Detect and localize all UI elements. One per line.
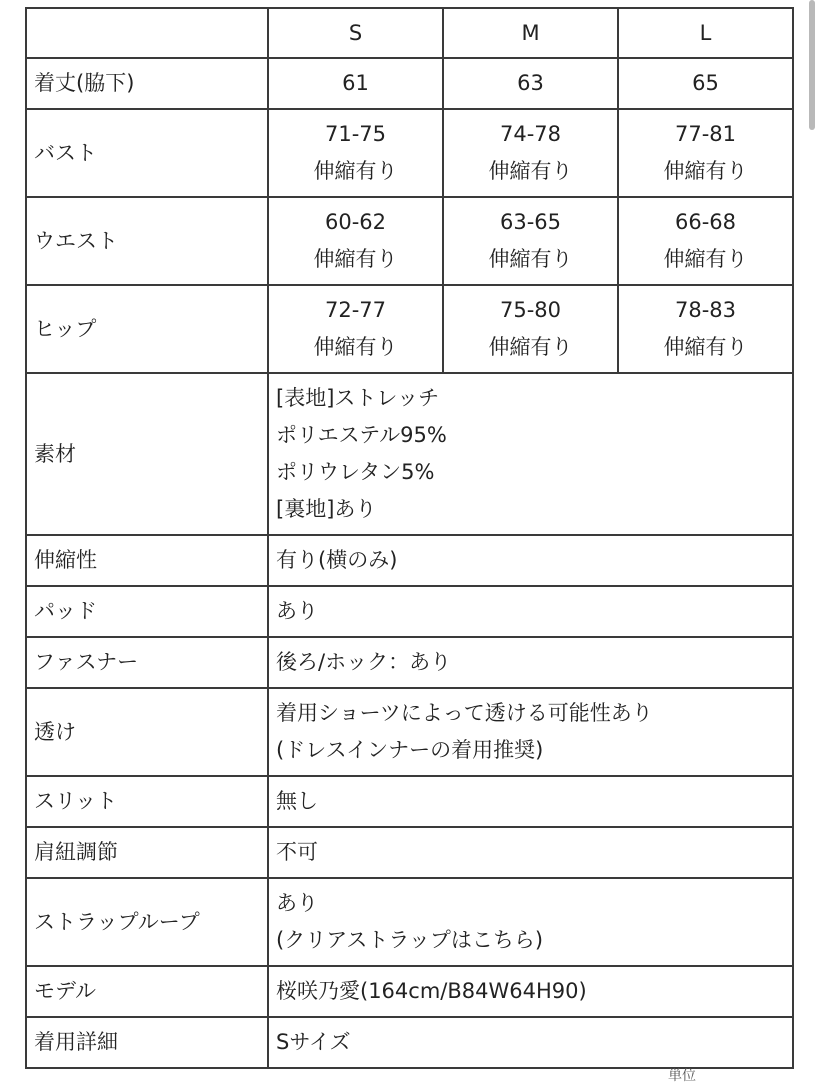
detail-row: [26, 535, 793, 586]
size-value-s: [268, 285, 443, 373]
cell-line: 63-65: [499, 210, 562, 234]
cell-line: [表地]ストレッチ: [276, 386, 440, 410]
size-value-m: [443, 285, 618, 373]
row-label: モデル: [26, 966, 268, 1017]
cell-line: 伸縮有り: [488, 335, 573, 359]
detail-row: [26, 688, 793, 776]
size-value-l: [618, 58, 793, 109]
detail-row: [26, 878, 793, 966]
size-value-m: [443, 58, 618, 109]
size-row: [26, 109, 793, 197]
cell-line: 65: [692, 71, 719, 95]
cell-line: 60-62: [324, 210, 387, 234]
size-value-s: [268, 109, 443, 197]
size-value-s: [268, 197, 443, 285]
size-value-m: [443, 109, 618, 197]
cell-line: あり: [276, 891, 318, 915]
size-value-s: [268, 58, 443, 109]
size-value-l: [618, 109, 793, 197]
cell-line: 有り(横のみ): [276, 548, 398, 572]
detail-row: [26, 776, 793, 827]
cell-line: 伸縮有り: [313, 335, 398, 359]
cell-line: 伸縮有り: [663, 335, 748, 359]
size-header-m: M: [443, 8, 618, 58]
cell-line: ポリエステル95%: [276, 423, 447, 447]
detail-row: [26, 373, 793, 535]
cell-line: 66-68: [674, 210, 737, 234]
cell-line: 後ろ/ホック：あり: [276, 650, 452, 674]
detail-value: [268, 1017, 793, 1068]
cell-line: 桜咲乃愛(164cm/B84W64H90): [276, 979, 587, 1003]
cell-line: 不可: [276, 840, 318, 864]
detail-value: [268, 827, 793, 878]
cell-line: 77-81: [674, 122, 737, 146]
row-label: 着用詳細: [26, 1017, 268, 1068]
cell-line: ポリウレタン5%: [276, 460, 435, 484]
row-label: 素材: [26, 373, 268, 535]
detail-value: [268, 878, 793, 966]
cell-line: 伸縮有り: [488, 247, 573, 271]
cell-line: 伸縮有り: [663, 247, 748, 271]
cell-line: Sサイズ: [276, 1030, 351, 1054]
size-header-s: S: [268, 8, 443, 58]
row-label: 伸縮性: [26, 535, 268, 586]
cell-line: 75-80: [499, 298, 562, 322]
row-label: 肩紐調節: [26, 827, 268, 878]
cell-line: 無し: [276, 789, 318, 813]
cell-line: 74-78: [499, 122, 562, 146]
detail-value: [268, 637, 793, 688]
cell-line: [裏地]あり: [276, 497, 377, 521]
row-label: ウエスト: [26, 197, 268, 285]
unit-note: 単位: [668, 1068, 696, 1084]
cell-line: あり: [276, 599, 318, 623]
size-header-row: [26, 8, 793, 58]
detail-value: [268, 966, 793, 1017]
row-label: 透け: [26, 688, 268, 776]
scrollbar[interactable]: [809, 0, 815, 130]
row-label: ファスナー: [26, 637, 268, 688]
size-value-l: [618, 197, 793, 285]
size-row: [26, 197, 793, 285]
header-empty-cell: [26, 8, 268, 58]
detail-value: [268, 776, 793, 827]
row-label: 着丈(脇下): [26, 58, 268, 109]
detail-row: [26, 966, 793, 1017]
row-label: パッド: [26, 586, 268, 637]
detail-row: [26, 1017, 793, 1068]
cell-line: 71-75: [324, 122, 387, 146]
size-value-l: [618, 285, 793, 373]
cell-line: 78-83: [674, 298, 737, 322]
size-value-m: [443, 197, 618, 285]
cell-line: 63: [517, 71, 544, 95]
size-row: [26, 58, 793, 109]
cell-line: 伸縮有り: [313, 247, 398, 271]
cell-line: 72-77: [324, 298, 387, 322]
detail-value: [268, 373, 793, 535]
row-label: ストラップループ: [26, 878, 268, 966]
detail-row: [26, 637, 793, 688]
cell-line: 着用ショーツによって透ける可能性あり: [276, 701, 653, 725]
detail-value: [268, 688, 793, 776]
detail-value: [268, 535, 793, 586]
cell-line: (クリアストラップはこちら): [276, 928, 544, 952]
spec-table-container: [25, 7, 792, 1069]
cell-line: 伸縮有り: [313, 159, 398, 183]
row-label: バスト: [26, 109, 268, 197]
cell-line: 伸縮有り: [488, 159, 573, 183]
detail-row: [26, 586, 793, 637]
detail-row: [26, 827, 793, 878]
detail-value: [268, 586, 793, 637]
size-spec-table: [25, 7, 794, 1069]
size-header-l: L: [618, 8, 793, 58]
row-label: ヒップ: [26, 285, 268, 373]
cell-line: 61: [342, 71, 369, 95]
cell-line: 伸縮有り: [663, 159, 748, 183]
size-row: [26, 285, 793, 373]
row-label: スリット: [26, 776, 268, 827]
cell-line: (ドレスインナーの着用推奨): [276, 738, 544, 762]
